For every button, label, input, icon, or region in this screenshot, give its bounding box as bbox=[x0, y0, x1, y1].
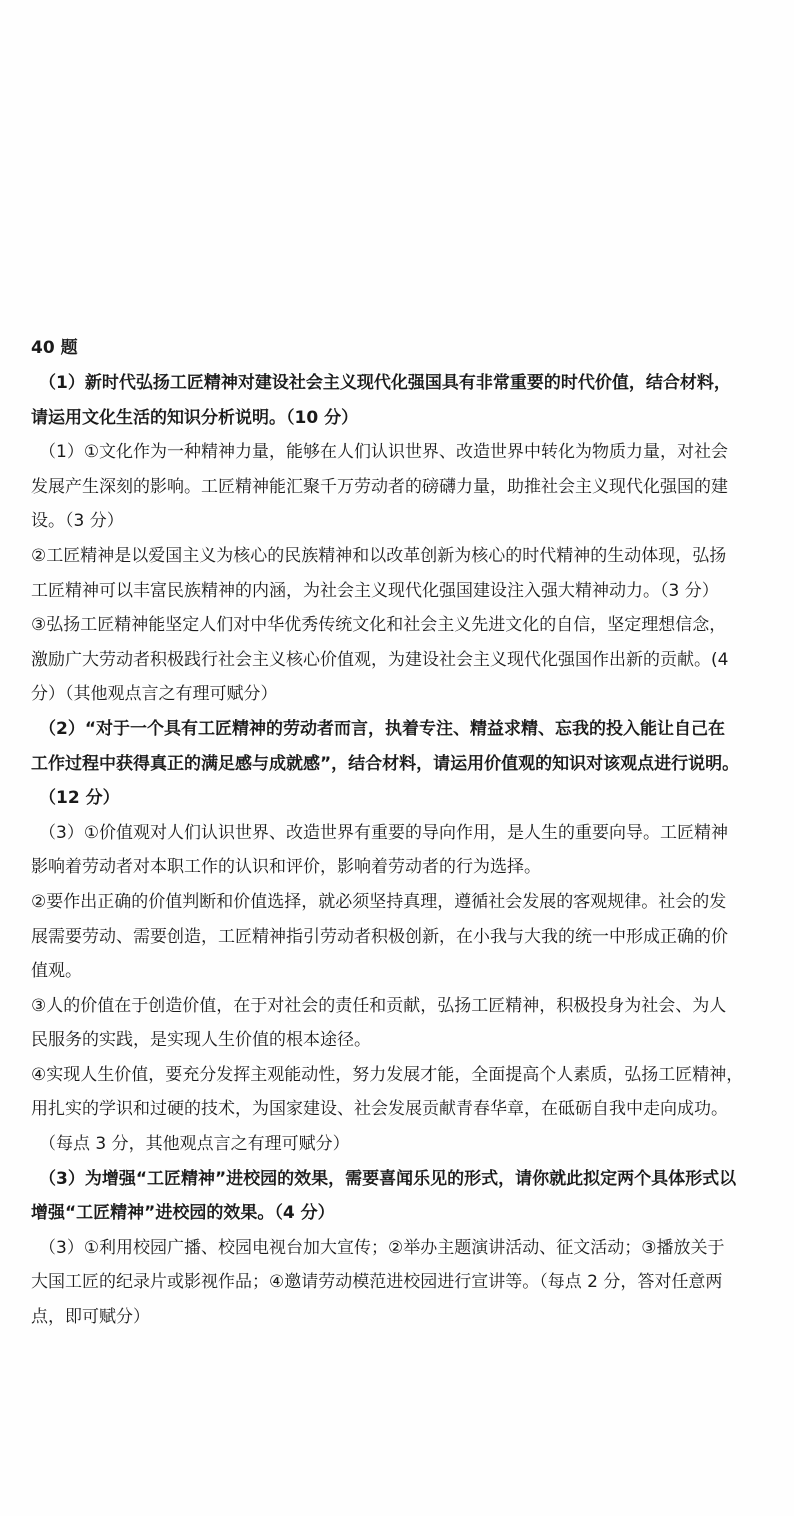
q1-answer-line-2: 发展产生深刻的影响。工匠精神能汇聚千万劳动者的磅礴力量，助推社会主义现代化强国的建 bbox=[31, 476, 728, 497]
q3-answer-line-2: 大国工匠的纪录片或影视作品；④邀请劳动模范进校园进行宣讲等。（每点 2 分，答对任意两 bbox=[31, 1272, 723, 1293]
q1-answer-line-7: 激励广大劳动者积极践行社会主义核心价值观，为建设社会主义现代化强国作出新的贡献。(4 bbox=[31, 649, 729, 670]
q1-question-line-1: （1）新时代弘扬工匠精神对建设社会主义现代化强国具有非常重要的时代价值，结合材料， bbox=[39, 373, 731, 393]
q3-question-line-2: 增强“工匠精神”进校园的效果。（4 分） bbox=[31, 1203, 335, 1224]
q2-answer-line-2: 影响着劳动者对本职工作的认识和评价，影响着劳动者的行为选择。 bbox=[31, 857, 541, 878]
q2-question-line-3: （12 分） bbox=[39, 788, 120, 809]
q1-answer-line-4: ②工匠精神是以爱国主义为核心的民族精神和以改革创新为核心的时代精神的生动体现，弘扬 bbox=[31, 545, 727, 566]
q2-answer-line-9: 用扎实的学识和过硬的技术，为国家建设、社会发展贡献青春华章，在砥砺自我中走向成功。 bbox=[31, 1099, 728, 1120]
q1-answer-line-6: ③弘扬工匠精神能坚定人们对中华优秀传统文化和社会主义先进文化的自信，坚定理想信念， bbox=[31, 615, 727, 636]
q2-answer-line-1: （3）①价值观对人们认识世界、改造世界有重要的导向作用，是人生的重要向导。工匠精神 bbox=[39, 822, 729, 843]
q2-answer-line-6: ③人的价值在于创造价值，在于对社会的责任和贡献，弘扬工匠精神，积极投身为社会、为人 bbox=[31, 995, 727, 1016]
q2-answer-line-10: （每点 3 分，其他观点言之有理可赋分） bbox=[39, 1134, 350, 1155]
question-number-heading: 40 题 bbox=[31, 338, 78, 358]
q2-answer-line-8: ④实现人生价值，要充分发挥主观能动性，努力发展才能，全面提高个人素质，弘扬工匠精神， bbox=[31, 1064, 744, 1085]
q3-answer-line-1: （3）①利用校园广播、校园电视台加大宣传；②举办主题演讲活动、征文活动；③播放关于 bbox=[39, 1237, 725, 1258]
q2-question-line-1: （2）“对于一个具有工匠精神的劳动者而言，执着专注、精益求精、忘我的投入能让自己在 bbox=[39, 718, 725, 739]
q2-answer-line-3: ②要作出正确的价值判断和价值选择，就必须坚持真理，遵循社会发展的客观规律。社会的发 bbox=[31, 891, 727, 912]
q2-answer-line-7: 民服务的实践，是实现人生价值的根本途径。 bbox=[31, 1030, 371, 1051]
q2-answer-line-5: 值观。 bbox=[31, 961, 82, 982]
document-content bbox=[31, 330, 779, 1335]
q1-question-line-2: 请运用文化生活的知识分析说明。（10 分） bbox=[31, 407, 359, 428]
q1-answer-line-5: 工匠精神可以丰富民族精神的内涵，为社会主义现代化强国建设注入强大精神动力。（3 分） bbox=[31, 580, 719, 601]
q3-answer-line-3: 点，即可赋分） bbox=[31, 1307, 150, 1328]
q1-answer-line-3: 设。（3 分） bbox=[31, 511, 124, 532]
q2-answer-line-4: 展需要劳动、需要创造，工匠精神指引劳动者积极创新，在小我与大我的统一中形成正确的价 bbox=[31, 926, 728, 947]
q1-answer-line-1: （1）①文化作为一种精神力量，能够在人们认识世界、改造世界中转化为物质力量，对社会 bbox=[39, 442, 729, 463]
q2-question-line-2: 工作过程中获得真正的满足感与成就感”，结合材料，请运用价值观的知识对该观点进行说明。 bbox=[31, 753, 740, 774]
q1-answer-line-8: 分）（其他观点言之有理可赋分） bbox=[31, 684, 278, 705]
q3-question-line-1: （3）为增强“工匠精神”进校园的效果，需要喜闻乐见的形式，请你就此拟定两个具体形式以 bbox=[39, 1168, 737, 1189]
